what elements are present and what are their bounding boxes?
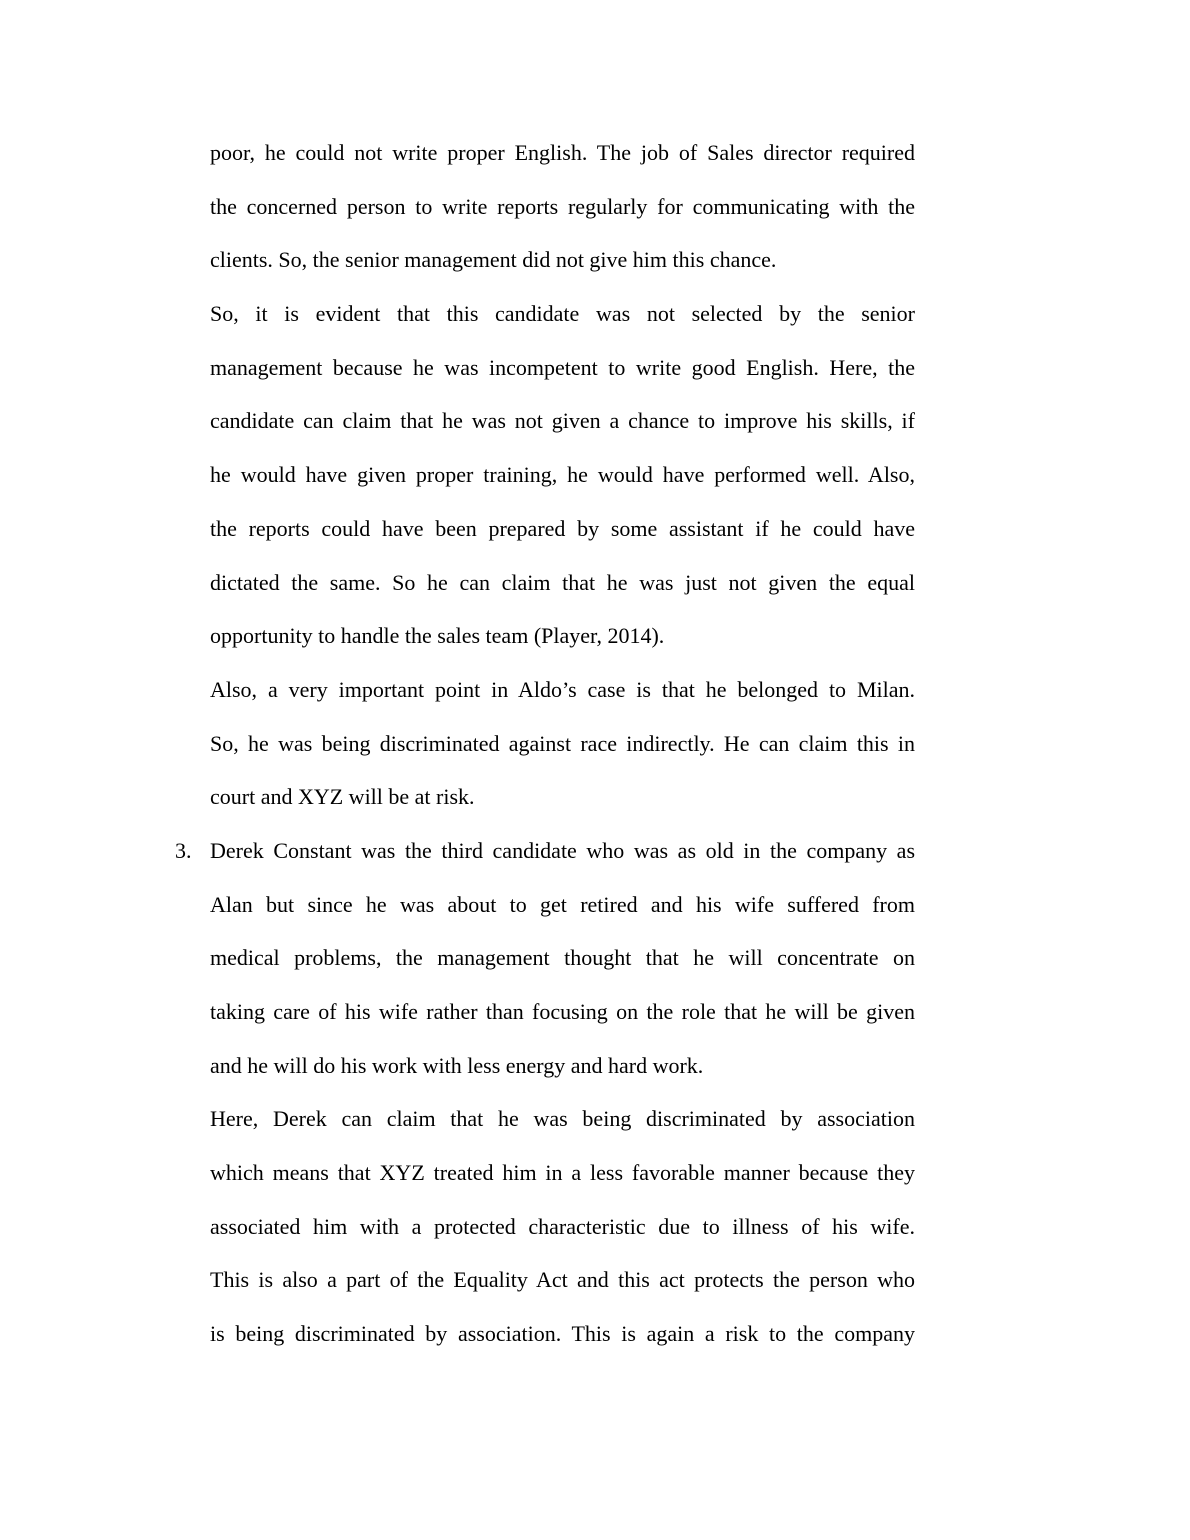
text-line: he would have given proper training, he would have performed well. Also, — [210, 462, 915, 488]
text-line: and he will do his work with less energy and hard work. — [210, 1052, 704, 1078]
text-line: candidate can claim that he was not given a chance to improve his skills, if — [210, 408, 915, 434]
text-line: management because he was incompetent to write good English. Here, the — [210, 354, 915, 380]
text-line: So, it is evident that this candidate was not selected by the senior — [210, 301, 915, 327]
text-line: opportunity to handle the sales team (Player, 2014). — [210, 623, 665, 649]
text-line: dictated the same. So he can claim that he was just not given the equal — [210, 569, 915, 595]
text-line: court and XYZ will be at risk. — [210, 784, 475, 810]
text-line: Derek Constant was the third candidate who was as old in the company as — [210, 837, 915, 863]
text-line: associated him with a protected characteristic due to illness of his wife. — [210, 1213, 915, 1239]
paragraph-english-skills — [210, 126, 915, 287]
text-line: So, he was being discriminated against race indirectly. He can claim this in — [210, 730, 915, 756]
text-line: the reports could have been prepared by some assistant if he could have — [210, 515, 915, 541]
paragraph-aldo-race — [210, 663, 915, 824]
paragraph-candidate-claim — [210, 287, 915, 663]
list-number: 3. — [175, 837, 192, 863]
text-line: the concerned person to write reports regularly for communicating with the — [210, 193, 915, 219]
text-line: Here, Derek can claim that he was being discriminated by association — [210, 1106, 915, 1132]
text-line: clients. So, the senior management did not give him this chance. — [210, 247, 777, 273]
text-line: This is also a part of the Equality Act and this act protects the person who — [210, 1267, 915, 1293]
list-item-derek — [175, 824, 915, 1092]
text-line: taking care of his wife rather than focusing on the role that he will be given — [210, 999, 915, 1024]
text-line: Alan but since he was about to get retired and his wife suffered from — [210, 891, 915, 917]
paragraph-association — [210, 1092, 915, 1360]
text-line: medical problems, the management thought that he will concentrate on — [210, 945, 915, 971]
text-line: Also, a very important point in Aldo’s case is that he belonged to Milan. — [210, 676, 915, 702]
text-line: poor, he could not write proper English. The job of Sales director required — [210, 140, 915, 165]
text-line: is being discriminated by association. This is again a risk to the company — [210, 1321, 915, 1347]
text-line: which means that XYZ treated him in a less favorable manner because they — [210, 1160, 915, 1186]
document-body — [175, 126, 915, 1361]
